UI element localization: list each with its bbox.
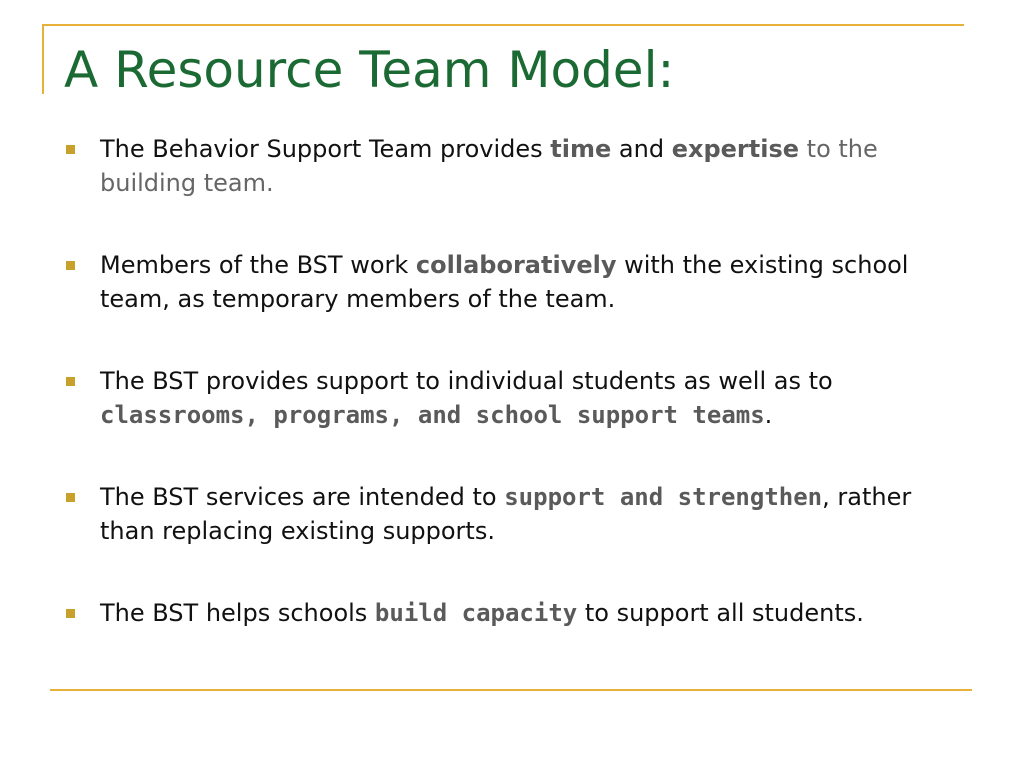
frame-left-line [42,24,44,94]
bullet-text [799,135,807,163]
bullet-item [66,364,966,432]
bullet-text: with the existing school team, as temporary members of the team. [100,251,909,313]
slide-title: A Resource Team Model: [64,41,675,99]
bullet-item [66,596,966,630]
square-bullet-icon [66,609,75,618]
bullet-text: The BST services are intended to [100,483,505,511]
emphasis-collaboratively: collaboratively [415,251,617,279]
bullet-text: , rather than replacing existing supports. [100,483,912,545]
bullet-list [66,132,966,678]
emphasis-support-strengthen: support and strengthen [504,483,823,511]
frame-top-line [42,24,964,26]
bullet-text-muted: to the building team. [100,135,878,197]
frame-bottom-line [50,689,972,691]
bullet-text: to support all students. [577,599,864,627]
emphasis-classrooms: classrooms, programs, and school support teams [100,401,765,429]
bullet-text: . [764,401,773,429]
emphasis-time: time [550,135,612,163]
bullet-text: The Behavior Support Team provides [100,135,551,163]
bullet-item [66,480,966,548]
bullet-text: Members of the BST work [100,251,416,279]
square-bullet-icon [66,493,75,502]
square-bullet-icon [66,145,75,154]
bullet-text: The BST helps schools [100,599,375,627]
bullet-item [66,132,966,200]
bullet-text: and [611,135,672,163]
emphasis-expertise: expertise [671,135,800,163]
emphasis-build-capacity: build capacity [374,599,578,627]
square-bullet-icon [66,261,75,270]
bullet-item [66,248,966,316]
square-bullet-icon [66,377,75,386]
bullet-text: The BST provides support to individual students as well as to [100,367,833,395]
